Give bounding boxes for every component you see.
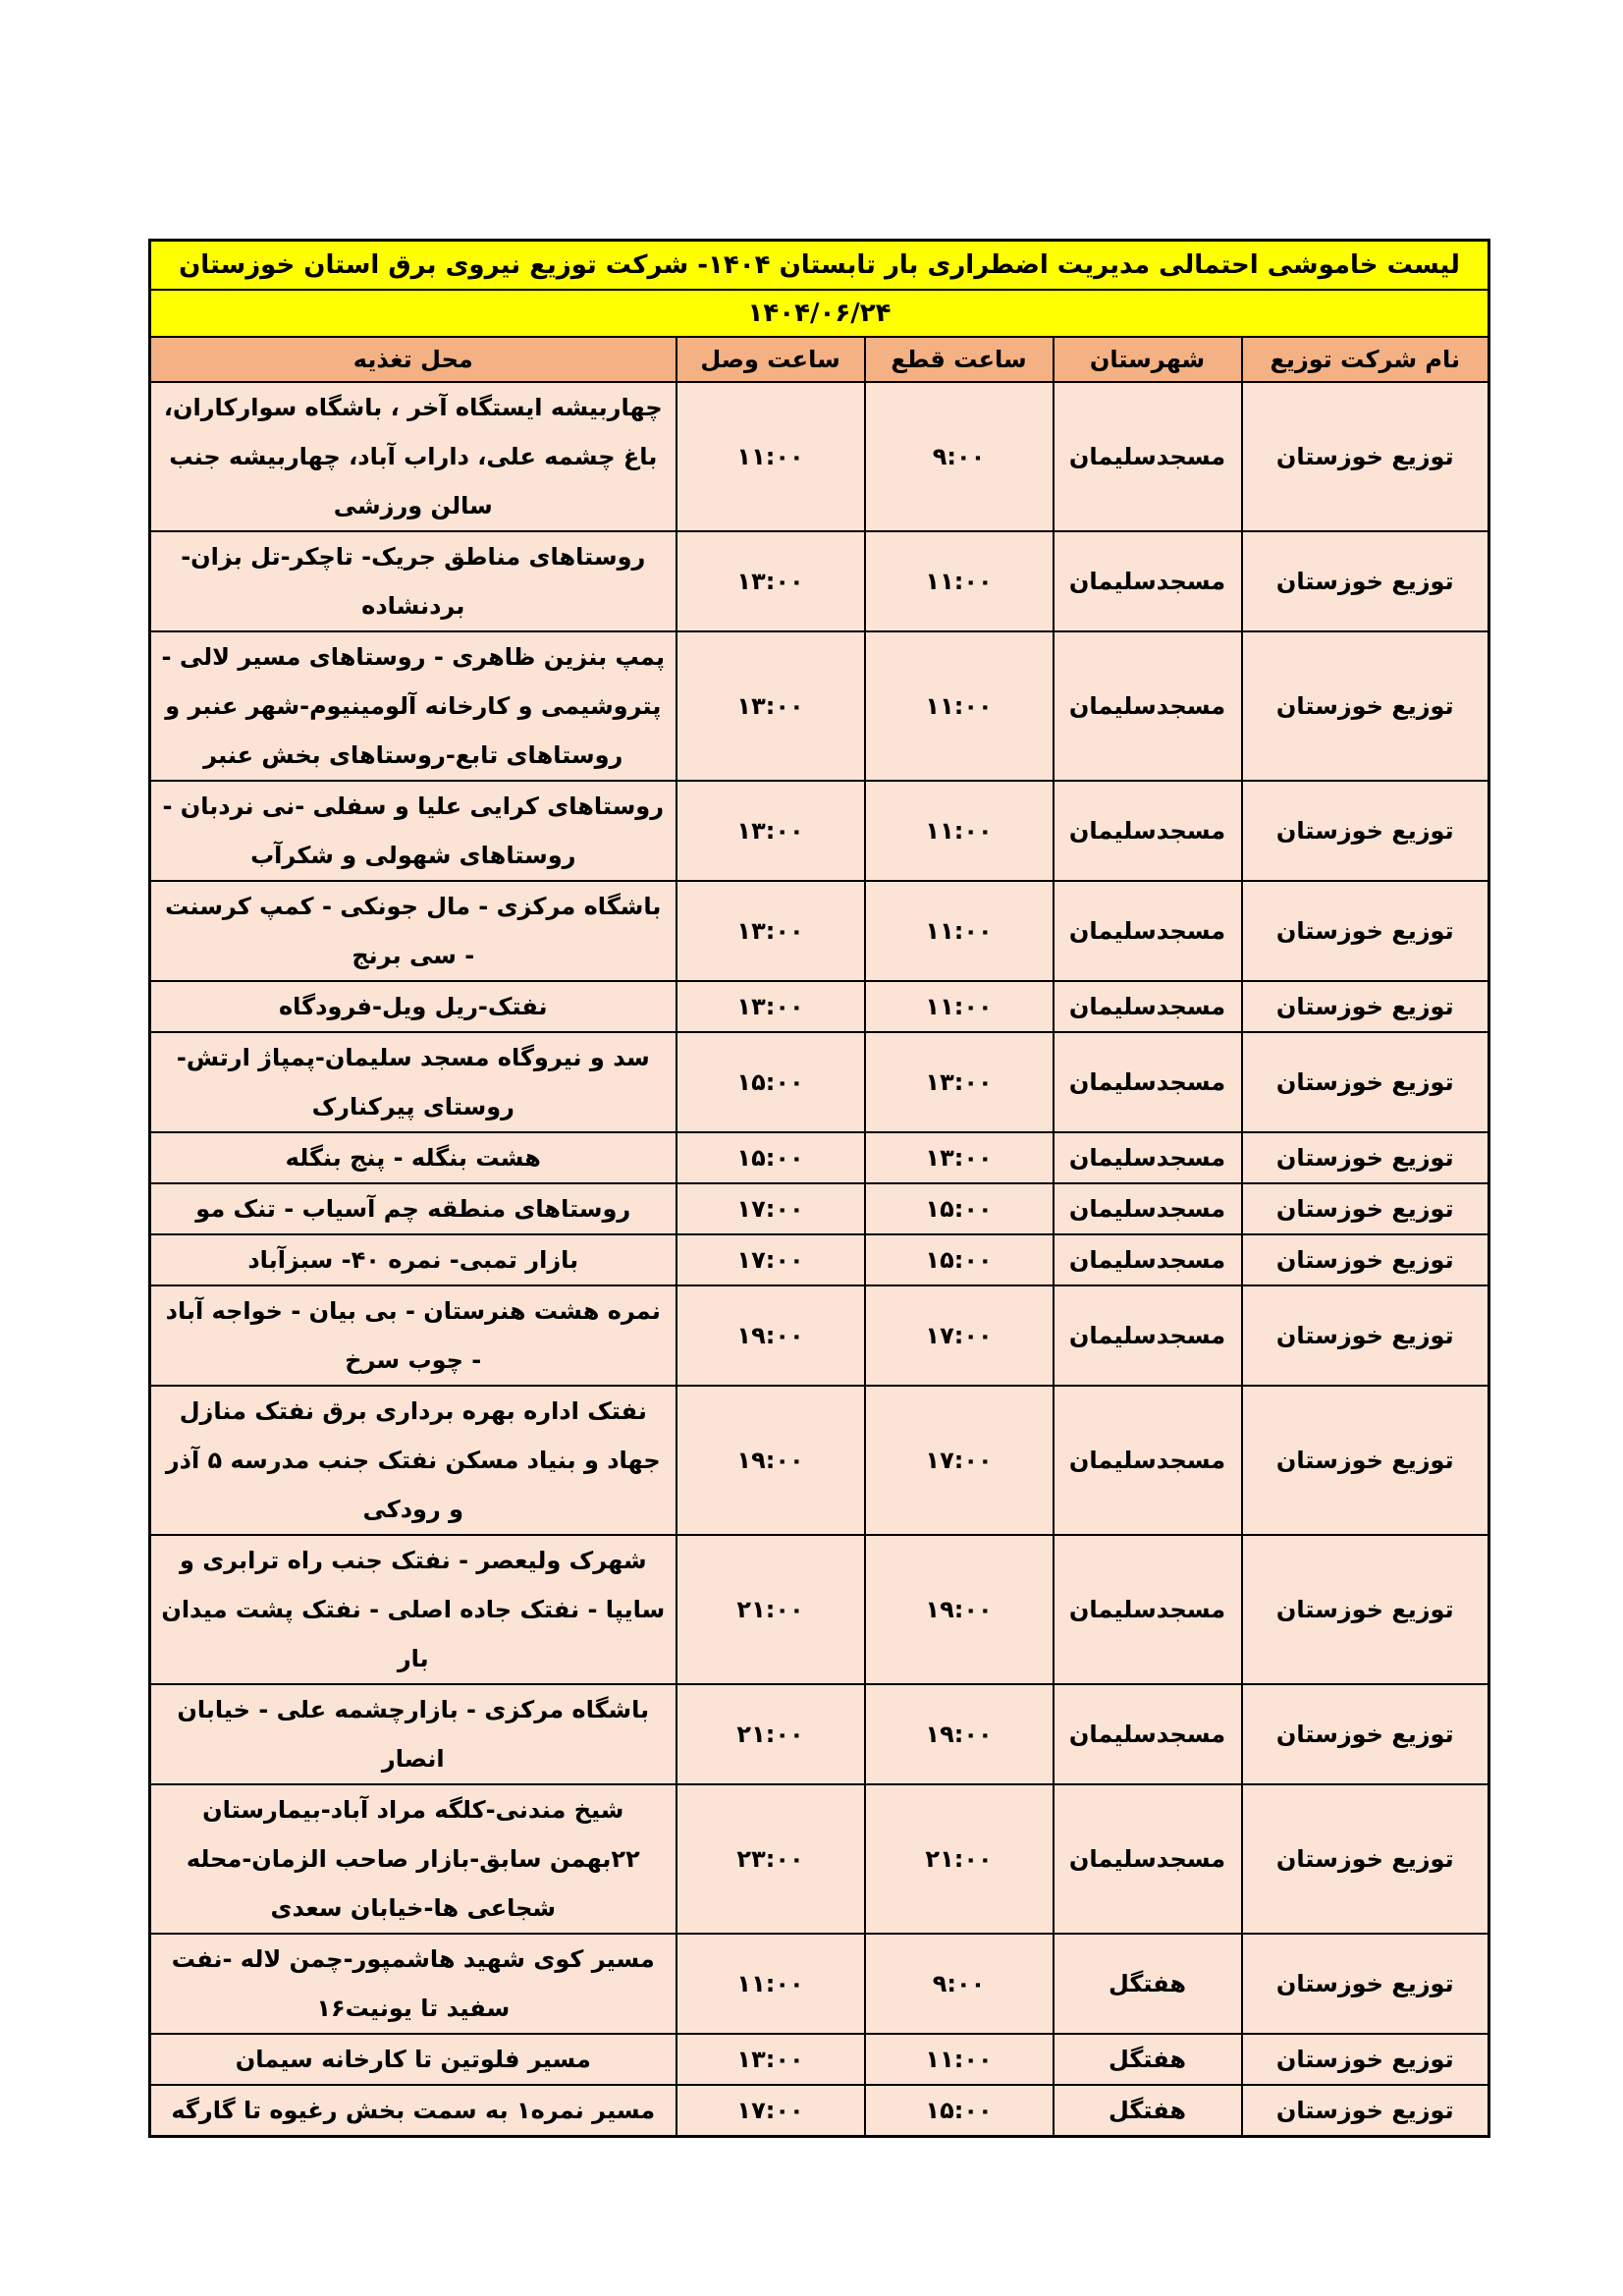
cut-time-cell: ۱۱:۰۰ <box>865 881 1054 981</box>
title-row <box>150 241 1489 291</box>
feed-location-cell: چهاربیشه ایستگاه آخر ، باشگاه سوارکاران، باغ چشمه علی، داراب آباد، چهاربیشه جنب سالن ورزشی <box>150 382 676 531</box>
county-cell: هفتگل <box>1054 2085 1242 2137</box>
feed-location-cell: هشت بنگله - پنج بنگله <box>150 1132 676 1183</box>
cut-time-cell: ۱۳:۰۰ <box>865 1132 1054 1183</box>
feed-location-cell: روستاهای کرایی علیا و سفلی -نی نردبان - روستاهای شهولی و شکرآب <box>150 781 676 881</box>
cut-time-cell: ۱۱:۰۰ <box>865 2034 1054 2085</box>
table-row <box>150 1934 1489 2034</box>
cut-time-cell: ۱۱:۰۰ <box>865 531 1054 631</box>
company-cell: توزیع خوزستان <box>1242 1386 1489 1535</box>
feed-location-cell: روستاهای منطقه چم آسیاب - تنک مو <box>150 1183 676 1234</box>
county-cell: هفتگل <box>1054 2034 1242 2085</box>
feed-location-cell: شهرک ولیعصر - نفتک جنب راه ترابری و سایپا - نفتک جاده اصلی - نفتک پشت میدان بار <box>150 1535 676 1684</box>
table-row <box>150 1684 1489 1784</box>
restore-time-cell: ۱۳:۰۰ <box>676 531 865 631</box>
restore-time-cell: ۲۳:۰۰ <box>676 1784 865 1934</box>
document-date: ۱۴۰۴/۰۶/۲۴ <box>150 290 1489 337</box>
county-cell: مسجدسلیمان <box>1054 382 1242 531</box>
header-cut-time: ساعت قطع <box>865 337 1054 382</box>
company-cell: توزیع خوزستان <box>1242 1132 1489 1183</box>
county-cell: مسجدسلیمان <box>1054 631 1242 781</box>
feed-location-cell: مسیر فلوتین تا کارخانه سیمان <box>150 2034 676 2085</box>
restore-time-cell: ۱۵:۰۰ <box>676 1032 865 1132</box>
feed-location-cell: سد و نیروگاه مسجد سلیمان-پمپاژ ارتش-روستای پیرکنارک <box>150 1032 676 1132</box>
table-row <box>150 2085 1489 2137</box>
county-cell: مسجدسلیمان <box>1054 1234 1242 1285</box>
header-feed-location: محل تغذیه <box>150 337 676 382</box>
cut-time-cell: ۹:۰۰ <box>865 382 1054 531</box>
outage-table <box>148 239 1490 2138</box>
feed-location-cell: پمپ بنزین ظاهری - روستاهای مسیر لالی - پتروشیمی و کارخانه آلومینیوم-شهر عنبر و روستاهای تابع-روستاهای بخش عنبر <box>150 631 676 781</box>
company-cell: توزیع خوزستان <box>1242 1934 1489 2034</box>
cut-time-cell: ۹:۰۰ <box>865 1934 1054 2034</box>
restore-time-cell: ۱۹:۰۰ <box>676 1285 865 1386</box>
restore-time-cell: ۱۷:۰۰ <box>676 2085 865 2137</box>
feed-location-cell: بازار تمبی- نمره ۴۰- سبزآباد <box>150 1234 676 1285</box>
restore-time-cell: ۱۹:۰۰ <box>676 1386 865 1535</box>
table-row <box>150 1032 1489 1132</box>
restore-time-cell: ۱۱:۰۰ <box>676 1934 865 2034</box>
table-row <box>150 1535 1489 1684</box>
table-row <box>150 2034 1489 2085</box>
company-cell: توزیع خوزستان <box>1242 382 1489 531</box>
feed-location-cell: مسیر کوی شهید هاشمپور-چمن لاله -نفت سفید تا یونیت۱۶ <box>150 1934 676 2034</box>
company-cell: توزیع خوزستان <box>1242 1535 1489 1684</box>
company-cell: توزیع خوزستان <box>1242 1183 1489 1234</box>
county-cell: هفتگل <box>1054 1934 1242 2034</box>
company-cell: توزیع خوزستان <box>1242 531 1489 631</box>
table-row <box>150 631 1489 781</box>
restore-time-cell: ۱۳:۰۰ <box>676 881 865 981</box>
restore-time-cell: ۱۷:۰۰ <box>676 1183 865 1234</box>
feed-location-cell: باشگاه مرکزی - مال جونکی - کمپ کرسنت - سی برنج <box>150 881 676 981</box>
table-row <box>150 1784 1489 1934</box>
feed-location-cell: نفتک اداره بهره برداری برق نفتک منازل جهاد و بنیاد مسکن نفتک جنب مدرسه ۵ آذر و رودکی <box>150 1386 676 1535</box>
header-company: نام شرکت توزیع <box>1242 337 1489 382</box>
county-cell: مسجدسلیمان <box>1054 1684 1242 1784</box>
cut-time-cell: ۱۷:۰۰ <box>865 1285 1054 1386</box>
cut-time-cell: ۱۱:۰۰ <box>865 781 1054 881</box>
county-cell: مسجدسلیمان <box>1054 1386 1242 1535</box>
feed-location-cell: مسیر نمره۱ به سمت بخش رغیوه تا گارگه <box>150 2085 676 2137</box>
company-cell: توزیع خوزستان <box>1242 631 1489 781</box>
date-row <box>150 290 1489 337</box>
company-cell: توزیع خوزستان <box>1242 1234 1489 1285</box>
restore-time-cell: ۱۳:۰۰ <box>676 781 865 881</box>
restore-time-cell: ۲۱:۰۰ <box>676 1535 865 1684</box>
feed-location-cell: نفتک-ریل ویل-فرودگاه <box>150 981 676 1032</box>
header-county: شهرستان <box>1054 337 1242 382</box>
table-row <box>150 1285 1489 1386</box>
restore-time-cell: ۲۱:۰۰ <box>676 1684 865 1784</box>
company-cell: توزیع خوزستان <box>1242 781 1489 881</box>
table-row <box>150 531 1489 631</box>
company-cell: توزیع خوزستان <box>1242 981 1489 1032</box>
cut-time-cell: ۱۹:۰۰ <box>865 1535 1054 1684</box>
cut-time-cell: ۱۵:۰۰ <box>865 1234 1054 1285</box>
cut-time-cell: ۱۷:۰۰ <box>865 1386 1054 1535</box>
table-row <box>150 981 1489 1032</box>
table-row <box>150 881 1489 981</box>
company-cell: توزیع خوزستان <box>1242 881 1489 981</box>
table-body <box>150 241 1489 2137</box>
cut-time-cell: ۱۳:۰۰ <box>865 1032 1054 1132</box>
cut-time-cell: ۱۱:۰۰ <box>865 631 1054 781</box>
county-cell: مسجدسلیمان <box>1054 1784 1242 1934</box>
cut-time-cell: ۲۱:۰۰ <box>865 1784 1054 1934</box>
county-cell: مسجدسلیمان <box>1054 531 1242 631</box>
county-cell: مسجدسلیمان <box>1054 1132 1242 1183</box>
restore-time-cell: ۱۳:۰۰ <box>676 2034 865 2085</box>
document-title: لیست خاموشی احتمالی مدیریت اضطراری بار تابستان ۱۴۰۴- شرکت توزیع نیروی برق استان خوزستان <box>150 241 1489 291</box>
table-row <box>150 1234 1489 1285</box>
table-row <box>150 1183 1489 1234</box>
company-cell: توزیع خوزستان <box>1242 1784 1489 1934</box>
cut-time-cell: ۱۵:۰۰ <box>865 1183 1054 1234</box>
restore-time-cell: ۱۵:۰۰ <box>676 1132 865 1183</box>
feed-location-cell: نمره هشت هنرستان - بی بیان - خواجه آباد - چوب سرخ <box>150 1285 676 1386</box>
cut-time-cell: ۱۹:۰۰ <box>865 1684 1054 1784</box>
restore-time-cell: ۱۷:۰۰ <box>676 1234 865 1285</box>
company-cell: توزیع خوزستان <box>1242 2085 1489 2137</box>
county-cell: مسجدسلیمان <box>1054 1535 1242 1684</box>
company-cell: توزیع خوزستان <box>1242 1684 1489 1784</box>
county-cell: مسجدسلیمان <box>1054 881 1242 981</box>
feed-location-cell: باشگاه مرکزی - بازارچشمه علی - خیابان انصار <box>150 1684 676 1784</box>
county-cell: مسجدسلیمان <box>1054 1183 1242 1234</box>
feed-location-cell: روستاهای مناطق جریک- تاچکر-تل بزان-بردنشاده <box>150 531 676 631</box>
restore-time-cell: ۱۳:۰۰ <box>676 631 865 781</box>
feed-location-cell: شیخ مندنی-کلگه مراد آباد-بیمارستان ۲۲بهمن سابق-بازار صاحب الزمان-محله شجاعی ها-خیابان سعدی <box>150 1784 676 1934</box>
county-cell: مسجدسلیمان <box>1054 1285 1242 1386</box>
company-cell: توزیع خوزستان <box>1242 1285 1489 1386</box>
company-cell: توزیع خوزستان <box>1242 2034 1489 2085</box>
company-cell: توزیع خوزستان <box>1242 1032 1489 1132</box>
table-row <box>150 382 1489 531</box>
county-cell: مسجدسلیمان <box>1054 1032 1242 1132</box>
cut-time-cell: ۱۵:۰۰ <box>865 2085 1054 2137</box>
header-restore-time: ساعت وصل <box>676 337 865 382</box>
restore-time-cell: ۱۳:۰۰ <box>676 981 865 1032</box>
restore-time-cell: ۱۱:۰۰ <box>676 382 865 531</box>
table-row <box>150 1132 1489 1183</box>
cut-time-cell: ۱۱:۰۰ <box>865 981 1054 1032</box>
county-cell: مسجدسلیمان <box>1054 781 1242 881</box>
county-cell: مسجدسلیمان <box>1054 981 1242 1032</box>
table-row <box>150 781 1489 881</box>
header-row <box>150 337 1489 382</box>
table-row <box>150 1386 1489 1535</box>
